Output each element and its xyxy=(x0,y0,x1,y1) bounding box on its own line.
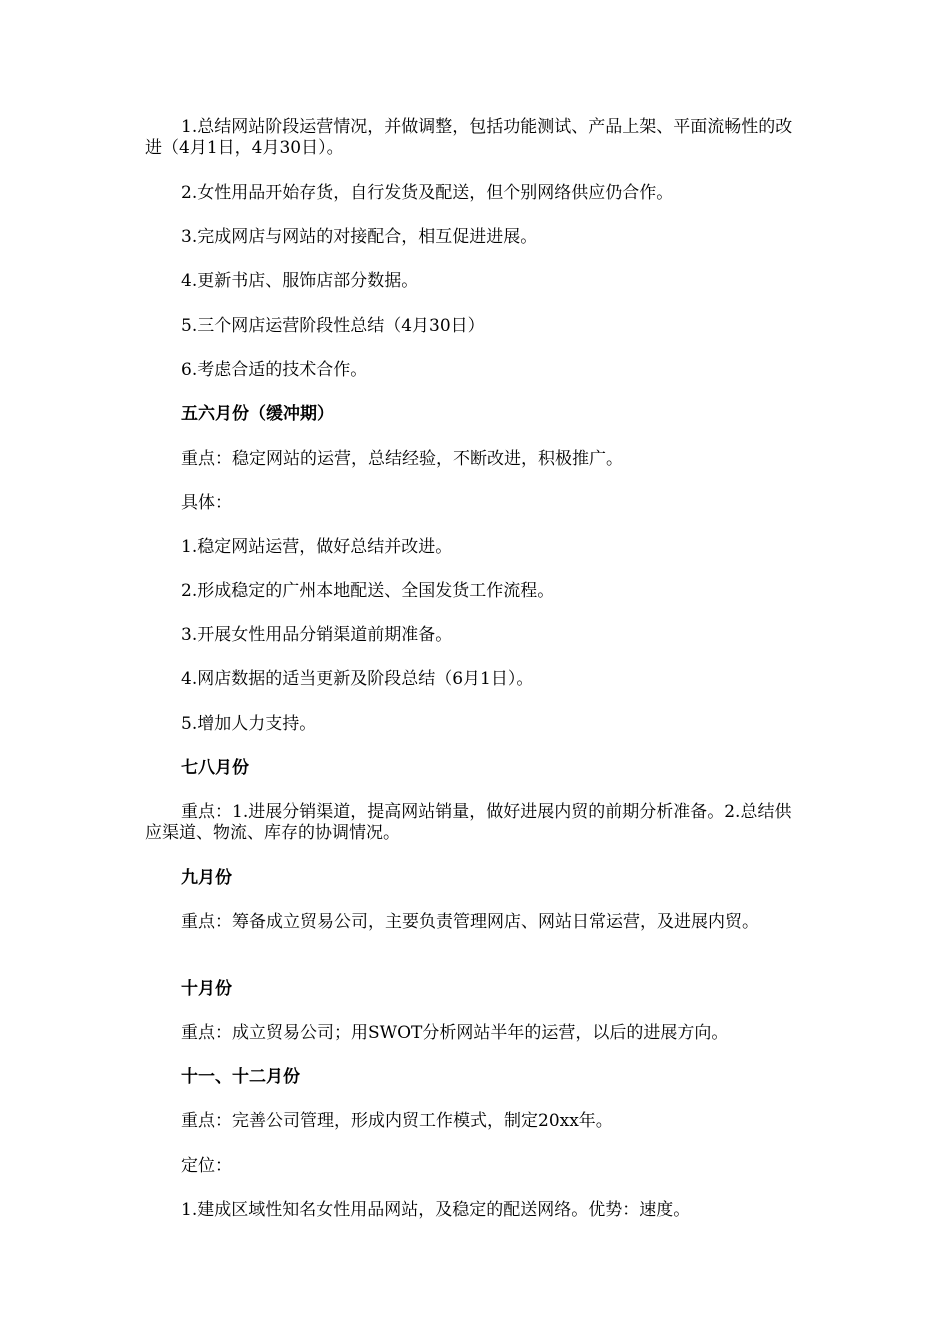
paragraph-item-may-2: 2.形成稳定的广州本地配送、全国发货工作流程。 xyxy=(181,581,555,601)
section-heading-november-december: 十一、十二月份 xyxy=(181,1067,300,1087)
section-heading-july-august: 七八月份 xyxy=(181,758,249,778)
paragraph-focus-july-august: 重点：1.进展分销渠道，提高网站销量，做好进展内贸的前期分析准备。2.总结供应渠道、物流、库存的协调情况。 xyxy=(145,802,792,843)
section-heading-may-june: 五六月份（缓冲期） xyxy=(181,404,334,424)
paragraph-focus-september: 重点：筹备成立贸易公司，主要负责管理网店、网站日常运营，及进展内贸。 xyxy=(181,912,759,932)
paragraph-item-5: 5.三个网店运营阶段性总结（4月30日） xyxy=(181,316,485,336)
paragraph-item-3: 3.完成网店与网站的对接配合，相互促进进展。 xyxy=(181,227,538,247)
section-heading-september: 九月份 xyxy=(181,868,232,888)
paragraph-specifics-label: 具体： xyxy=(181,493,232,513)
paragraph-item-2: 2.女性用品开始存货，自行发货及配送，但个别网络供应仍合作。 xyxy=(181,183,674,203)
paragraph-positioning-item-1: 1.建成区域性知名女性用品网站，及稳定的配送网络。优势：速度。 xyxy=(181,1200,691,1220)
paragraph-item-4: 4.更新书店、服饰店部分数据。 xyxy=(181,271,419,291)
paragraph-item-6: 6.考虑合适的技术合作。 xyxy=(181,360,368,380)
paragraph-item-may-4: 4.网店数据的适当更新及阶段总结（6月1日）。 xyxy=(181,669,534,689)
paragraph-focus-october: 重点：成立贸易公司；用SWOT分析网站半年的运营，以后的进展方向。 xyxy=(181,1023,729,1043)
paragraph-focus-november-december: 重点：完善公司管理，形成内贸工作模式，制定20xx年。 xyxy=(181,1111,613,1131)
paragraph-item-may-5: 5.增加人力支持。 xyxy=(181,714,317,734)
paragraph-item-1: 1.总结网站阶段运营情况，并做调整，包括功能测试、产品上架、平面流畅性的改进（4月1日，4月30日）。 xyxy=(145,117,793,158)
paragraph-focus-may-june: 重点：稳定网站的运营，总结经验，不断改进，积极推广。 xyxy=(181,449,623,469)
section-heading-october: 十月份 xyxy=(181,979,232,999)
paragraph-item-may-3: 3.开展女性用品分销渠道前期准备。 xyxy=(181,625,453,645)
paragraph-positioning-label: 定位： xyxy=(181,1156,232,1176)
paragraph-item-may-1: 1.稳定网站运营，做好总结并改进。 xyxy=(181,537,453,557)
